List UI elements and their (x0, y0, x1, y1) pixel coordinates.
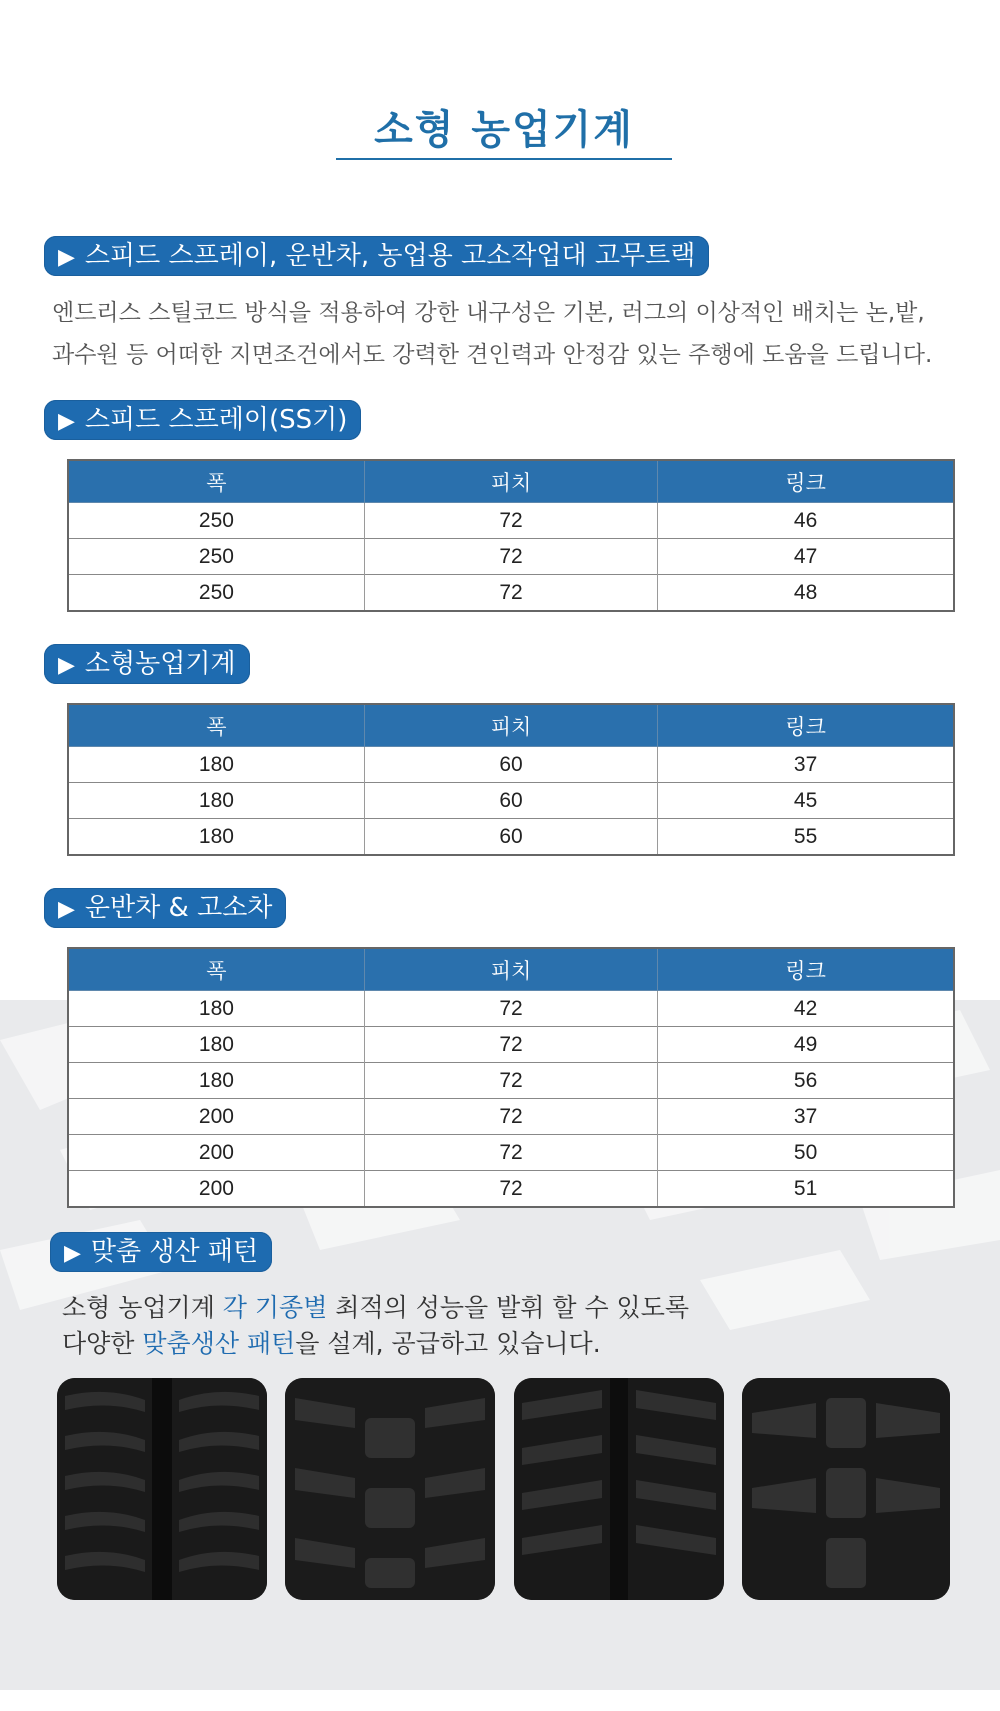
cell-link: 48 (658, 575, 954, 612)
table-row (68, 991, 954, 1027)
table-row (68, 1171, 954, 1208)
custom-line-2 (62, 1326, 962, 1362)
cell-pitch: 72 (364, 1171, 657, 1208)
table-row (68, 503, 954, 539)
cell-link: 50 (658, 1135, 954, 1171)
table-heading-small-agri (44, 644, 250, 684)
cell-pitch: 60 (364, 747, 657, 783)
cell-width: 180 (68, 1027, 364, 1063)
rubber-track-image-4 (742, 1378, 950, 1600)
cell-width: 180 (68, 783, 364, 819)
section-heading-custom-pattern (50, 1232, 272, 1272)
header-link: 링크 (658, 948, 954, 991)
cell-link: 56 (658, 1063, 954, 1099)
cell-width: 180 (68, 991, 364, 1027)
page-title: 소형 농업기계 (374, 107, 634, 153)
play-triangle-icon: ▶ (58, 245, 75, 270)
cell-width: 200 (68, 1135, 364, 1171)
play-triangle-icon: ▶ (58, 653, 75, 678)
spec-table-carrier (67, 947, 955, 1208)
cell-link: 49 (658, 1027, 954, 1063)
table-heading-speed-sprayer (44, 400, 361, 440)
cell-width: 180 (68, 1063, 364, 1099)
cell-width: 200 (68, 1171, 364, 1208)
cell-width: 180 (68, 819, 364, 856)
header-pitch: 피치 (364, 460, 657, 503)
table-heading-label: 스피드 스프레이(SS기) (84, 405, 348, 435)
custom-line-2-highlight: 맞춤생산 패턴 (142, 1329, 296, 1358)
cell-link: 47 (658, 539, 954, 575)
cell-width: 180 (68, 747, 364, 783)
table-row (68, 1063, 954, 1099)
custom-line-1-part-b: 최적의 성능을 발휘 할 수 있도록 (327, 1293, 689, 1322)
cell-pitch: 72 (364, 1135, 657, 1171)
description-line-2: 과수원 등 어떠한 지면조건에서도 강력한 견인력과 안정감 있는 주행에 도움을 드립니다. (52, 342, 933, 368)
cell-link: 45 (658, 783, 954, 819)
title-underline (336, 158, 672, 160)
rubber-track-image-3 (514, 1378, 724, 1600)
table-row (68, 1135, 954, 1171)
cell-pitch: 72 (364, 539, 657, 575)
cell-link: 55 (658, 819, 954, 856)
section-heading-custom-label: 맞춤 생산 패턴 (90, 1237, 259, 1267)
section-description (52, 292, 962, 376)
play-triangle-icon: ▶ (64, 1241, 81, 1266)
header-width: 폭 (68, 704, 364, 747)
table-row (68, 819, 954, 856)
cell-pitch: 72 (364, 503, 657, 539)
play-triangle-icon: ▶ (58, 897, 75, 922)
header-link: 링크 (658, 704, 954, 747)
table-heading-label: 운반차 & 고소차 (84, 893, 273, 923)
table-row (68, 783, 954, 819)
cell-width: 200 (68, 1099, 364, 1135)
table-header-row (68, 948, 954, 991)
cell-link: 37 (658, 747, 954, 783)
table-heading-carrier (44, 888, 286, 928)
table-row (68, 1027, 954, 1063)
custom-pattern-description (62, 1290, 962, 1362)
custom-line-1-part-a: 소형 농업기계 (62, 1293, 223, 1322)
cell-pitch: 72 (364, 575, 657, 612)
spec-table-speed-sprayer (67, 459, 955, 612)
cell-pitch: 60 (364, 783, 657, 819)
cell-width: 250 (68, 575, 364, 612)
cell-pitch: 60 (364, 819, 657, 856)
section-heading-main-label: 스피드 스프레이, 운반차, 농업용 고소작업대 고무트랙 (84, 241, 696, 271)
rubber-track-image-2 (285, 1378, 495, 1600)
header-width: 폭 (68, 948, 364, 991)
spec-table-small-agri (67, 703, 955, 856)
table-row (68, 575, 954, 612)
description-line-1: 엔드리스 스틸코드 방식을 적용하여 강한 내구성은 기본, 러그의 이상적인 배치는 논,밭, (52, 300, 925, 326)
cell-pitch: 72 (364, 1099, 657, 1135)
custom-line-1 (62, 1290, 962, 1326)
cell-link: 46 (658, 503, 954, 539)
table-row (68, 747, 954, 783)
rubber-track-image-1 (57, 1378, 267, 1600)
cell-link: 37 (658, 1099, 954, 1135)
table-row (68, 539, 954, 575)
header-link: 링크 (658, 460, 954, 503)
table-heading-label: 소형농업기계 (84, 649, 236, 679)
custom-line-2-part-b: 을 설계, 공급하고 있습니다. (295, 1329, 601, 1358)
table-header-row (68, 460, 954, 503)
header-width: 폭 (68, 460, 364, 503)
cell-link: 51 (658, 1171, 954, 1208)
cell-pitch: 72 (364, 1027, 657, 1063)
play-triangle-icon: ▶ (58, 409, 75, 434)
custom-line-1-highlight: 각 기종별 (222, 1293, 328, 1322)
header-pitch: 피치 (364, 948, 657, 991)
header-pitch: 피치 (364, 704, 657, 747)
table-row (68, 1099, 954, 1135)
cell-pitch: 72 (364, 1063, 657, 1099)
cell-pitch: 72 (364, 991, 657, 1027)
section-heading-main (44, 236, 709, 276)
cell-width: 250 (68, 503, 364, 539)
cell-width: 250 (68, 539, 364, 575)
custom-line-2-part-a: 다양한 (62, 1329, 143, 1358)
cell-link: 42 (658, 991, 954, 1027)
table-header-row (68, 704, 954, 747)
